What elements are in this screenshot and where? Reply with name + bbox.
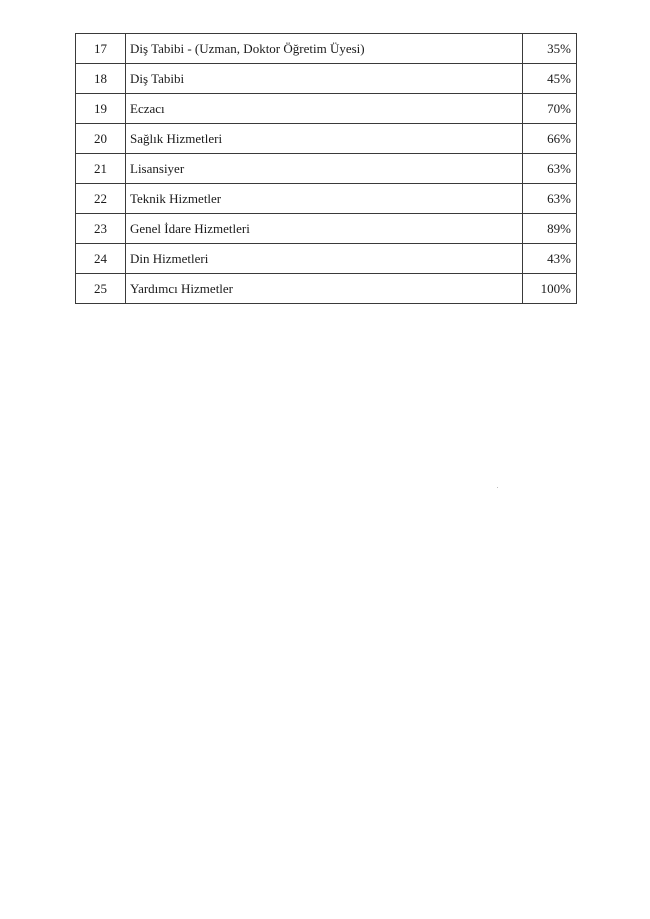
row-number: 17 (76, 34, 126, 64)
table-row (76, 64, 577, 94)
row-title: Diş Tabibi (126, 64, 523, 94)
row-number: 23 (76, 214, 126, 244)
table-row (76, 184, 577, 214)
scan-speck (497, 487, 498, 488)
row-title: Lisansiyer (126, 154, 523, 184)
table-row (76, 94, 577, 124)
table-row (76, 244, 577, 274)
row-rate: 35% (523, 34, 577, 64)
row-number: 25 (76, 274, 126, 304)
row-title: Din Hizmetleri (126, 244, 523, 274)
row-rate: 45% (523, 64, 577, 94)
row-rate: 43% (523, 244, 577, 274)
row-title: Sağlık Hizmetleri (126, 124, 523, 154)
table-row (76, 274, 577, 304)
table-row (76, 124, 577, 154)
row-number: 19 (76, 94, 126, 124)
row-title: Genel İdare Hizmetleri (126, 214, 523, 244)
row-rate: 63% (523, 154, 577, 184)
row-number: 20 (76, 124, 126, 154)
row-number: 18 (76, 64, 126, 94)
table-row (76, 214, 577, 244)
row-rate: 70% (523, 94, 577, 124)
row-number: 21 (76, 154, 126, 184)
row-rate: 100% (523, 274, 577, 304)
row-number: 24 (76, 244, 126, 274)
rate-table (75, 33, 577, 304)
rate-table-body (76, 34, 577, 304)
row-title: Eczacı (126, 94, 523, 124)
row-rate: 66% (523, 124, 577, 154)
row-rate: 63% (523, 184, 577, 214)
row-title: Diş Tabibi - (Uzman, Doktor Öğretim Üyesi) (126, 34, 523, 64)
row-rate: 89% (523, 214, 577, 244)
table-row (76, 34, 577, 64)
table-row (76, 154, 577, 184)
row-title: Yardımcı Hizmetler (126, 274, 523, 304)
row-number: 22 (76, 184, 126, 214)
row-title: Teknik Hizmetler (126, 184, 523, 214)
